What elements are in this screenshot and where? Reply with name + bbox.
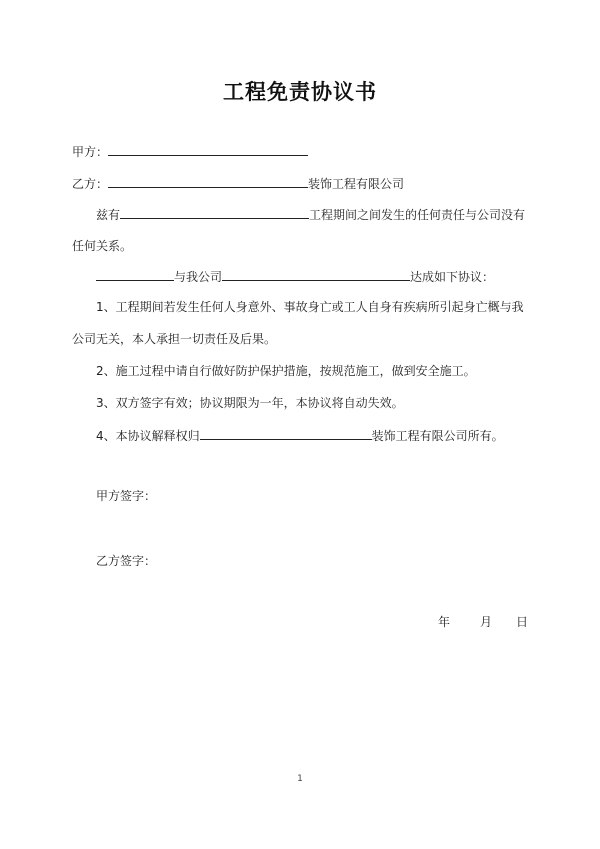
agreement-blank-1 [96,268,174,281]
party-b-line [72,175,404,192]
clause-1-line-1: 1、工程期间若发生任何人身意外、事故身亡或工人自身有疾病所引起身亡概与我 [96,300,524,314]
clause-2: 2、施工过程中请自行做好防护保护措施，按规范施工，做到安全施工。 [96,364,476,378]
agreement-blank-2 [222,268,410,281]
agreement-suffix: 达成如下协议： [410,270,495,284]
document-title: 工程免责协议书 [223,79,377,104]
page-number: 1 [297,774,303,784]
party-a-blank [108,143,308,156]
clause-4-suffix: 装饰工程有限公司所有。 [371,429,504,443]
party-a-label: 甲方： [72,145,109,159]
intro-continuation: 任何关系。 [72,239,133,253]
agreement-line [96,268,494,285]
clause-4-blank [200,427,372,440]
intro-prefix: 兹有 [96,208,121,222]
clause-3: 3、双方签字有效；协议期限为一年，本协议将自动失效。 [96,396,404,410]
party-b-label: 乙方： [72,177,109,191]
party-a-signature: 甲方签字： [96,489,157,503]
party-b-signature: 乙方签字： [96,554,157,568]
party-a-line [72,143,308,160]
intro-blank [120,206,309,219]
clause-1-line-2: 公司无关，本人承担一切责任及后果。 [72,332,277,346]
agreement-middle: 与我公司 [174,270,223,284]
party-b-blank [108,175,308,188]
clause-4 [96,427,504,444]
clause-4-prefix: 4、本协议解释权归 [96,429,200,443]
date-month: 月 [480,615,493,629]
date-year: 年 [438,615,451,629]
intro-line [96,206,525,223]
party-b-suffix: 装饰工程有限公司 [308,177,405,191]
date-day: 日 [516,615,529,629]
intro-suffix: 工程期间之间发生的任何责任与公司没有 [309,208,526,222]
